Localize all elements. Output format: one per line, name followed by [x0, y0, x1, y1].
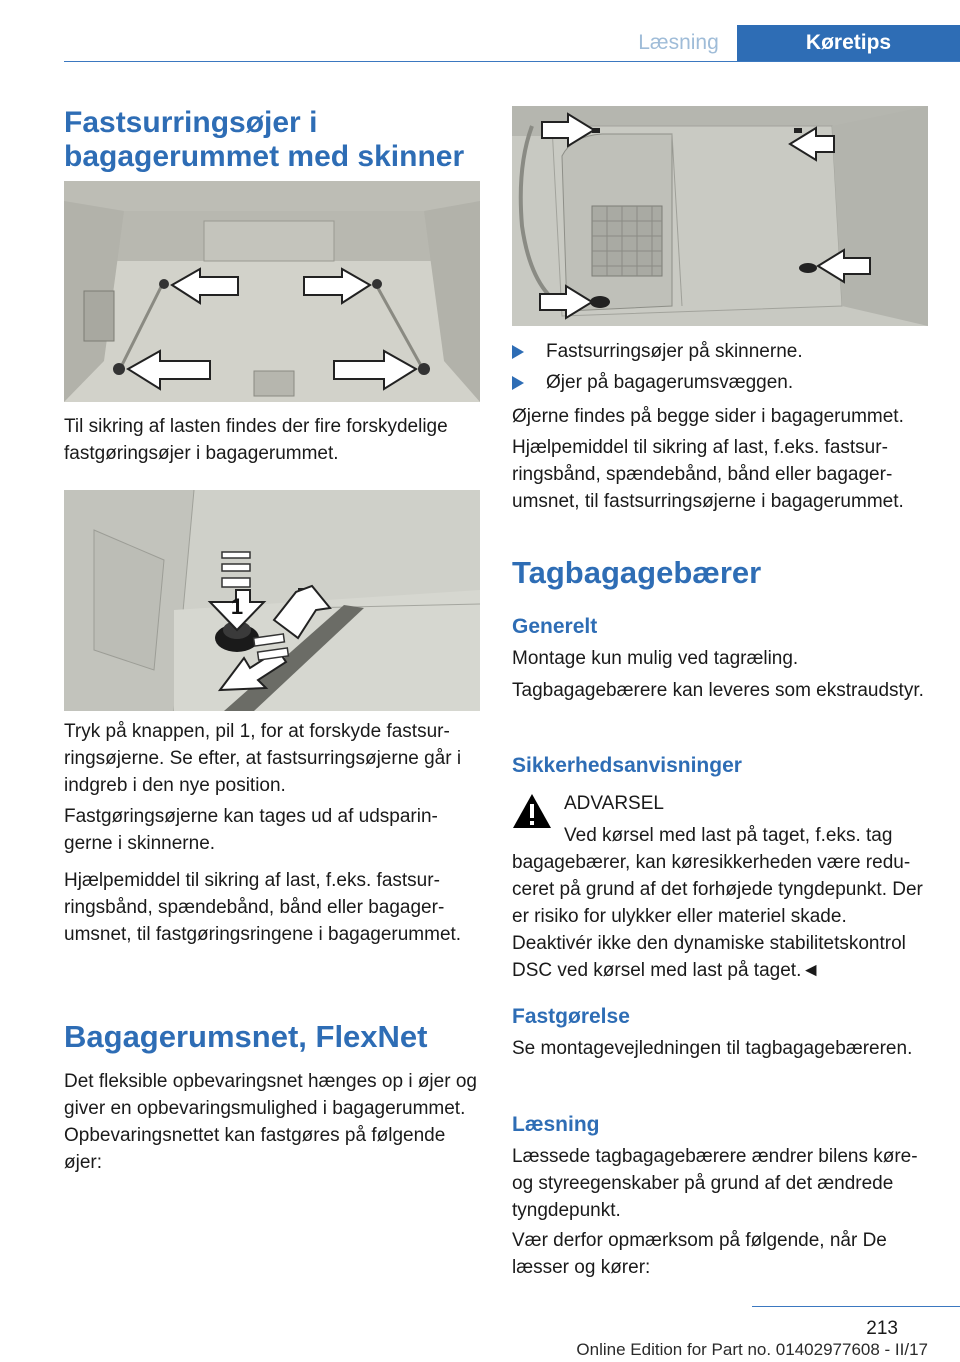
page-header — [0, 0, 960, 62]
bullet-item-rails — [512, 338, 928, 366]
paragraph-press-button: Tryk på knappen, pil 1, for at forskyde fastsurringsøjerne. Se efter, at fastsurringsøjerne går i indgreb i den nye position. — [64, 721, 462, 796]
warning-body: bagagebærer, kan køresikkerheden være reduceret på grund af det forhøjede tyngdepunkt. Der er risiko for ulykker eller materiel skade. Deaktivér ikke den dynamiske stabilitetskontrol DSC ved kørsel med last på taget.◄ — [512, 852, 923, 981]
page-number: 213 — [866, 1318, 898, 1339]
paragraph-aids-rings: Hjælpemiddel til sikring af last, f.eks. fastsurringsbånd, spændebånd, bånd eller bagagerumsnet, til fastgøringsringene i bagagerummet. — [64, 870, 462, 945]
header-tab-laesning[interactable]: Læsning — [638, 31, 719, 54]
paragraph-pay-attention: Vær derfor opmærksom på følgende, når De læsser og kører: — [512, 1230, 887, 1278]
footer-divider — [752, 1306, 960, 1307]
bullet-item-wall — [512, 369, 928, 397]
header-divider — [64, 61, 960, 62]
subheading-generelt: Generelt — [512, 615, 598, 638]
rail-eye-illustration — [64, 490, 480, 711]
figure-rail-eye-button — [64, 490, 480, 711]
figure-cargo-wall-eyes — [512, 106, 928, 326]
warning-title: ADVARSEL — [564, 793, 664, 814]
edition-footer: Online Edition for Part no. 01402977608 - II/17 — [576, 1340, 928, 1359]
paragraph-flexnet: Det fleksible opbevaringsnet hænges op i øjer og giver en opbevaringsmulighed i bagagerummet. Opbevaringsnettet kan fastgøres på følgende øjer: — [64, 1071, 477, 1173]
figure-cargo-floor-rails — [64, 181, 480, 402]
bullet-arrow-icon — [512, 345, 524, 359]
paragraph-extra-equipment: Tagbagagebærere kan leveres som ekstraudstyr. — [512, 680, 924, 701]
paragraph-mounting-rails: Montage kun mulig ved tagræling. — [512, 648, 799, 669]
cargo-floor-illustration — [64, 181, 480, 402]
bullet-arrow-icon — [512, 376, 524, 390]
cargo-wall-illustration — [512, 106, 928, 326]
title-line-1: Fastsurringsøjer i — [64, 106, 318, 139]
paragraph-aids-eyes: Hjælpemiddel til sikring af last, f.eks. fastsurringsbånd, spændebånd, bånd eller bagagerumsnet, til fastsurringsøjerne i bagagerummet. — [512, 437, 904, 512]
subheading-fastgoerelse: Fastgørelse — [512, 1005, 630, 1028]
paragraph-mounting-instructions: Se montagevejledningen til tagbagagebæreren. — [512, 1038, 913, 1059]
warning-line-1: Ved kørsel med last på taget, f.eks. tag — [564, 825, 893, 846]
bullet-text: Øjer på bagagerumsvæggen. — [546, 372, 794, 393]
paragraph-remove-eyes: Fastgøringsøjerne kan tages ud af udsparingerne i skinnerne. — [64, 806, 438, 854]
paragraph-eyes-both-sides: Øjerne findes på begge sider i bagagerummet. — [512, 406, 904, 427]
figure-label-1: 1 — [230, 594, 244, 619]
title-line-2: bagagerummet med skinner — [64, 140, 465, 173]
paragraph-four-eyes: Til sikring af lasten findes der fire forskydelige fastgøringsøjer i bagagerummet. — [64, 416, 448, 464]
section-title-fastsurringsoejer — [64, 106, 480, 174]
paragraph-loaded-rack: Læssede tagbagagebærere ændrer bilens køre- og styreegenskaber på grund af det ændrede tyngdepunkt. — [512, 1146, 918, 1221]
section-title-roof-rack: Tagbagagebærer — [512, 555, 762, 590]
subheading-sikkerhed: Sikkerhedsanvisninger — [512, 754, 742, 777]
header-tab-koeretips[interactable]: Køretips — [737, 25, 960, 61]
section-title-flexnet: Bagagerumsnet, FlexNet — [64, 1019, 428, 1054]
subheading-laesning: Læsning — [512, 1113, 600, 1136]
bullet-text: Fastsurringsøjer på skinnerne. — [546, 341, 803, 362]
warning-triangle-icon — [512, 793, 552, 829]
